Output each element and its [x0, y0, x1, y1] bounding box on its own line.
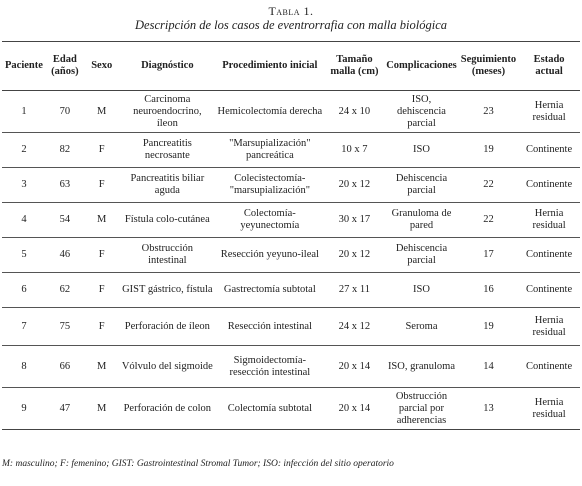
col-header-estado: Estado actual — [533, 54, 565, 77]
cell-edad: 46 — [59, 249, 71, 260]
table-row — [2, 91, 580, 133]
cell-paciente: 8 — [21, 360, 27, 372]
cell-tamano: 20 x 12 — [338, 249, 371, 260]
cell-estado: Hernia residual — [532, 396, 566, 420]
cell-complicaciones: Dehiscencia parcial — [395, 243, 448, 266]
cell-complicaciones: ISO, granuloma — [387, 360, 456, 372]
col-header-seguimiento: Seguimiento (meses) — [460, 54, 517, 77]
table-row — [2, 388, 580, 430]
cell-sexo: M — [97, 360, 107, 372]
table-footnote: M: masculino; F: femenino; GIST: Gastrointestinal Stromal Tumor; ISO: infección del sitio operatorio — [2, 459, 394, 469]
cell-estado: Continente — [526, 179, 573, 190]
cell-estado: Continente — [526, 284, 573, 295]
cell-procedimiento: Resección yeyuno-ileal — [220, 249, 319, 260]
table-row — [2, 168, 580, 203]
cell-edad: 75 — [59, 320, 71, 332]
cell-sexo: F — [98, 249, 105, 260]
cell-tamano: 20 x 14 — [338, 360, 371, 372]
cell-procedimiento: Hemicolectomía derecha — [217, 105, 323, 117]
cell-complicaciones: Obstrucción parcial por adherencias — [395, 390, 448, 426]
cell-complicaciones: ISO — [413, 144, 430, 155]
col-header-procedimiento: Procedimiento inicial — [222, 60, 318, 71]
cell-edad: 70 — [59, 105, 71, 117]
cell-edad: 62 — [59, 284, 71, 295]
cell-diagnostico: Pancreatitis biliar aguda — [130, 173, 205, 196]
col-header-sexo: Sexo — [91, 60, 113, 71]
table-header-row — [2, 42, 580, 91]
cell-complicaciones: Dehiscencia parcial — [395, 173, 448, 196]
cell-paciente: 2 — [21, 144, 27, 155]
cell-tamano: 20 x 12 — [338, 179, 371, 190]
cell-diagnostico: Perforación de íleon — [124, 320, 210, 332]
table-row — [2, 203, 580, 238]
cell-estado: Hernia residual — [532, 208, 566, 231]
cell-procedimiento: Gastrectomía subtotal — [223, 284, 316, 295]
cell-sexo: M — [97, 214, 107, 225]
col-header-tamano: Tamaño malla (cm) — [330, 54, 379, 77]
cell-diagnostico: Perforación de colon — [123, 402, 212, 414]
col-header-paciente: Paciente — [5, 60, 43, 71]
table-label: Tabla 1. — [268, 4, 314, 18]
cell-procedimiento: Resección intestinal — [227, 320, 312, 332]
cell-seguimiento: 13 — [483, 402, 494, 414]
cell-sexo: F — [98, 144, 105, 155]
table-caption — [0, 4, 582, 32]
cell-tamano: 20 x 14 — [338, 402, 371, 414]
cell-complicaciones: Seroma — [405, 320, 438, 332]
cell-estado: Hernia residual — [532, 99, 566, 123]
cell-tamano: 10 x 7 — [341, 144, 368, 155]
table-row — [2, 133, 580, 168]
cell-seguimiento: 22 — [483, 214, 494, 225]
cell-procedimiento: Colectomía-yeyunectomía — [240, 208, 300, 231]
cell-paciente: 9 — [21, 402, 27, 414]
cell-seguimiento: 14 — [483, 360, 494, 372]
cell-diagnostico: Obstrucción intestinal — [141, 243, 193, 266]
table-title: Descripción de los casos de eventrorrafia con malla biológica — [135, 18, 447, 32]
cell-estado: Continente — [526, 249, 573, 260]
cell-seguimiento: 19 — [483, 320, 494, 332]
cell-edad: 47 — [59, 402, 71, 414]
cell-paciente: 1 — [21, 105, 27, 117]
cell-tamano: 24 x 12 — [338, 320, 371, 332]
col-header-diagnostico: Diagnóstico — [141, 60, 194, 71]
cell-diagnostico: Pancreatitis necrosante — [142, 138, 192, 161]
col-header-edad: Edad (años) — [51, 54, 79, 77]
cell-sexo: F — [98, 284, 105, 295]
cell-sexo: F — [98, 320, 105, 332]
cell-procedimiento: Colectomía subtotal — [227, 402, 312, 414]
cell-paciente: 4 — [21, 214, 27, 225]
cell-sexo: M — [97, 105, 107, 117]
cases-table — [2, 41, 580, 430]
cell-edad: 54 — [59, 214, 71, 225]
cell-diagnostico: Vólvulo del sigmoide — [121, 360, 213, 372]
cell-estado: Continente — [526, 360, 573, 372]
cell-paciente: 7 — [21, 320, 27, 332]
cell-tamano: 30 x 17 — [338, 214, 371, 225]
cell-paciente: 6 — [21, 284, 27, 295]
cell-procedimiento: Sigmoidectomía-resección intestinal — [229, 354, 311, 378]
cell-diagnostico: Fístula colo-cutánea — [124, 214, 210, 225]
cell-estado: Hernia residual — [532, 314, 566, 338]
cell-seguimiento: 22 — [483, 179, 494, 190]
cell-estado: Continente — [526, 144, 573, 155]
cell-diagnostico: GIST gástrico, fístula — [122, 284, 213, 295]
cell-complicaciones: ISO — [413, 284, 430, 295]
cell-complicaciones: ISO, dehiscencia parcial — [396, 93, 446, 129]
cell-paciente: 3 — [21, 179, 27, 190]
cell-tamano: 27 x 11 — [338, 284, 370, 295]
cell-paciente: 5 — [21, 249, 27, 260]
cell-diagnostico: Carcinoma neuroendocrino, íleon — [133, 93, 202, 129]
col-header-complicaciones: Complicaciones — [386, 60, 457, 71]
cell-seguimiento: 16 — [483, 284, 494, 295]
table-row — [2, 273, 580, 308]
cell-tamano: 24 x 10 — [338, 105, 371, 117]
cell-seguimiento: 23 — [483, 105, 494, 117]
cell-seguimiento: 17 — [483, 249, 494, 260]
cell-edad: 63 — [59, 179, 71, 190]
cell-seguimiento: 19 — [483, 144, 494, 155]
cell-complicaciones: Granuloma de pared — [391, 208, 452, 231]
table-row — [2, 308, 580, 346]
table-row — [2, 238, 580, 273]
cell-edad: 66 — [59, 360, 71, 372]
cell-procedimiento: "Marsupialización" pancreática — [229, 138, 311, 161]
table-row — [2, 346, 580, 388]
cell-sexo: M — [97, 402, 107, 414]
cell-sexo: F — [98, 179, 105, 190]
cell-procedimiento: Colecistectomía-"marsupialización" — [229, 173, 310, 196]
cell-edad: 82 — [59, 144, 71, 155]
